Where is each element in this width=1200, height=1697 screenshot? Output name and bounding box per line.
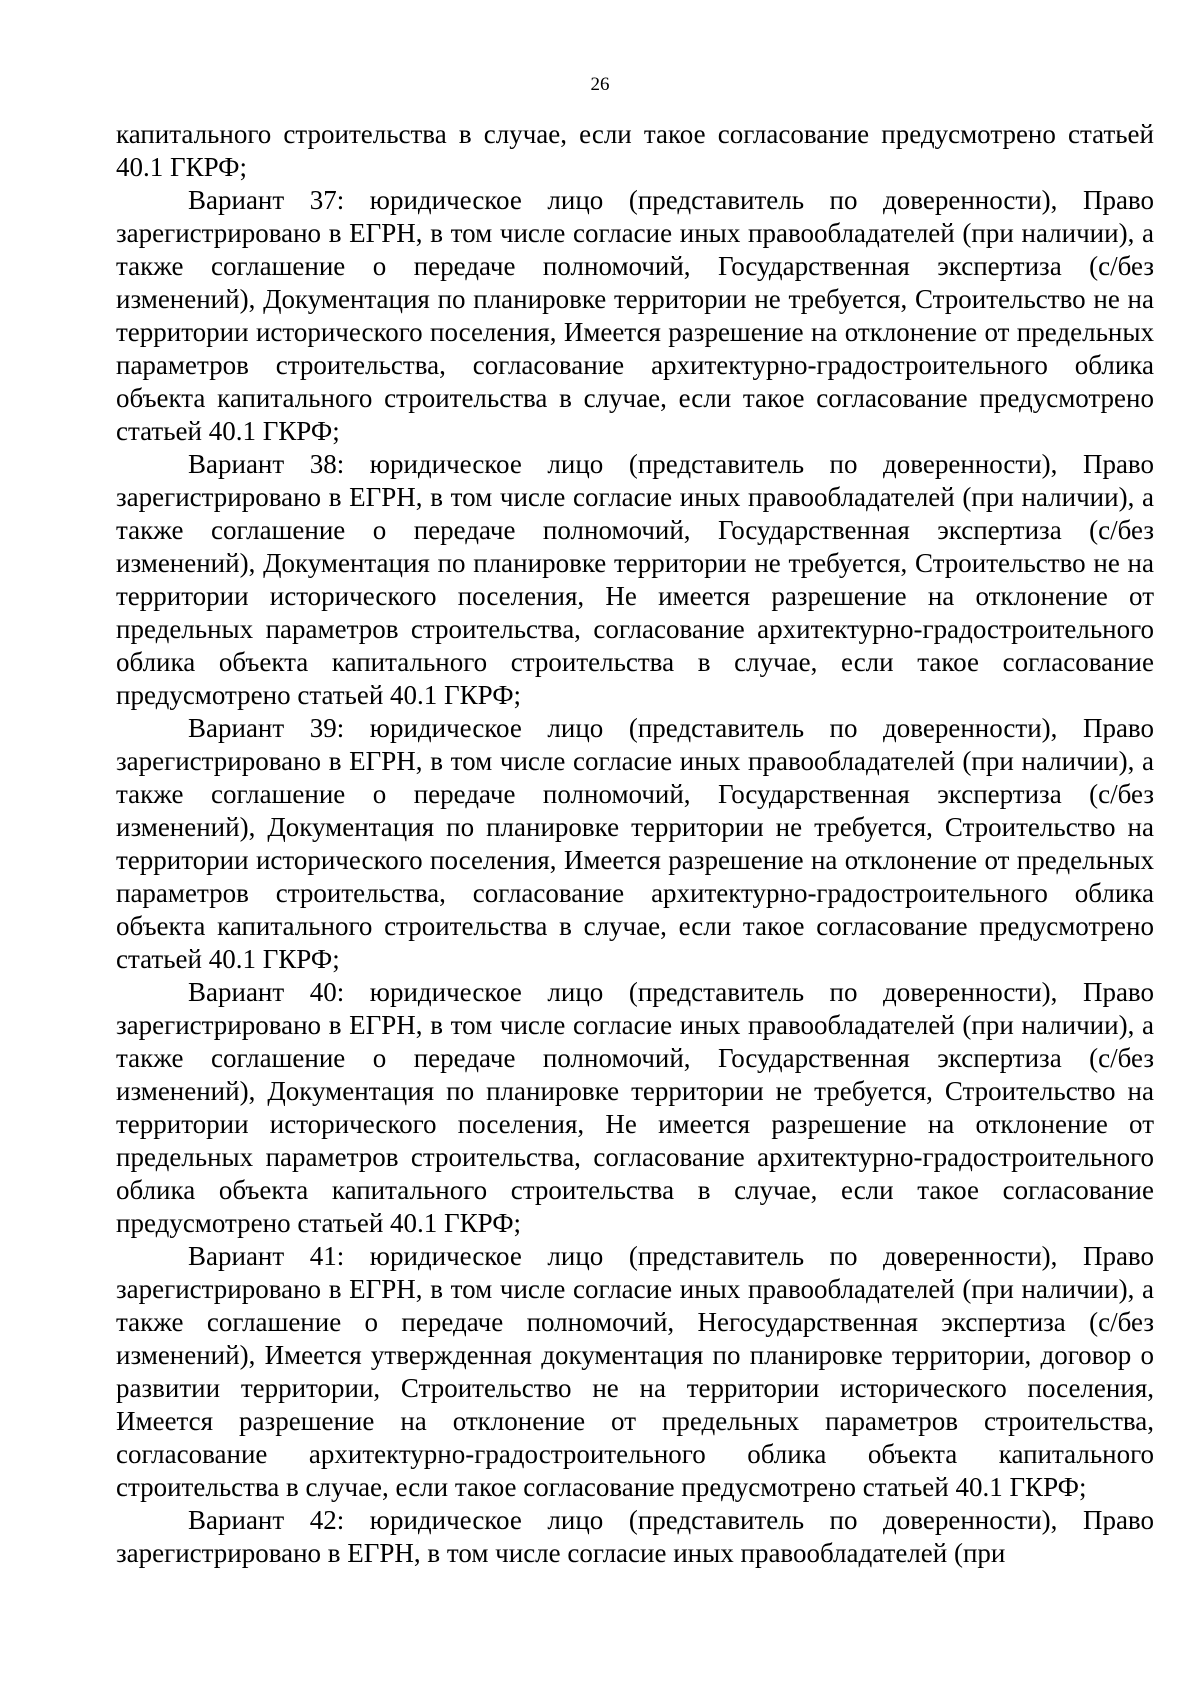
paragraph: Вариант 38: юридическое лицо (представитель по доверенности), Право зарегистрировано в ЕГРН, в том числе согласие иных правообладателей (при наличии), а также соглашение о передаче полномочий, Государственная экспертиза (с/без изменений), Документация по планировке территории не требуется, Строительство не на территории исторического поселения, Не имеется разрешение на отклонение от предельных параметров строительства, согласование архитектурно-градостроительного облика объекта капитального строительства в случае, если такое согласование предусмотрено статьей 40.1 ГКРФ; xyxy=(116,449,1154,710)
paragraph: Вариант 42: юридическое лицо (представитель по доверенности), Право зарегистрировано в ЕГРН, в том числе согласие иных правообладателей (при xyxy=(116,1505,1154,1568)
paragraph: Вариант 40: юридическое лицо (представитель по доверенности), Право зарегистрировано в ЕГРН, в том числе согласие иных правообладателей (при наличии), а также соглашение о передаче полномочий, Государственная экспертиза (с/без изменений), Документация по планировке территории не требуется, Строительство на территории исторического поселения, Не имеется разрешение на отклонение от предельных параметров строительства, согласование архитектурно-градостроительного облика объекта капитального строительства в случае, если такое согласование предусмотрено статьей 40.1 ГКРФ; xyxy=(116,977,1154,1238)
paragraph: Вариант 41: юридическое лицо (представитель по доверенности), Право зарегистрировано в ЕГРН, в том числе согласие иных правообладателей (при наличии), а также соглашение о передаче полномочий, Негосударственная экспертиза (с/без изменений), Имеется утвержденная документация по планировке территории, договор о развитии территории, Строительство не на территории исторического поселения, Имеется разрешение на отклонение от предельных параметров строительства, согласование архитектурно-градостроительного облика объекта капитального строительства в случае, если такое согласование предусмотрено статьей 40.1 ГКРФ; xyxy=(116,1241,1154,1502)
paragraph: капитального строительства в случае, если такое согласование предусмотрено статьей 40.1 ГКРФ; xyxy=(116,119,1154,182)
paragraph: Вариант 37: юридическое лицо (представитель по доверенности), Право зарегистрировано в ЕГРН, в том числе согласие иных правообладателей (при наличии), а также соглашение о передаче полномочий, Государственная экспертиза (с/без изменений), Документация по планировке территории не требуется, Строительство не на территории исторического поселения, Имеется разрешение на отклонение от предельных параметров строительства, согласование архитектурно-градостроительного облика объекта капитального строительства в случае, если такое согласование предусмотрено статьей 40.1 ГКРФ; xyxy=(116,185,1154,446)
document-body xyxy=(116,118,1154,1570)
page-number: 26 xyxy=(590,74,610,95)
paragraph: Вариант 39: юридическое лицо (представитель по доверенности), Право зарегистрировано в ЕГРН, в том числе согласие иных правообладателей (при наличии), а также соглашение о передаче полномочий, Государственная экспертиза (с/без изменений), Документация по планировке территории не требуется, Строительство на территории исторического поселения, Имеется разрешение на отклонение от предельных параметров строительства, согласование архитектурно-градостроительного облика объекта капитального строительства в случае, если такое согласование предусмотрено статьей 40.1 ГКРФ; xyxy=(116,713,1154,974)
